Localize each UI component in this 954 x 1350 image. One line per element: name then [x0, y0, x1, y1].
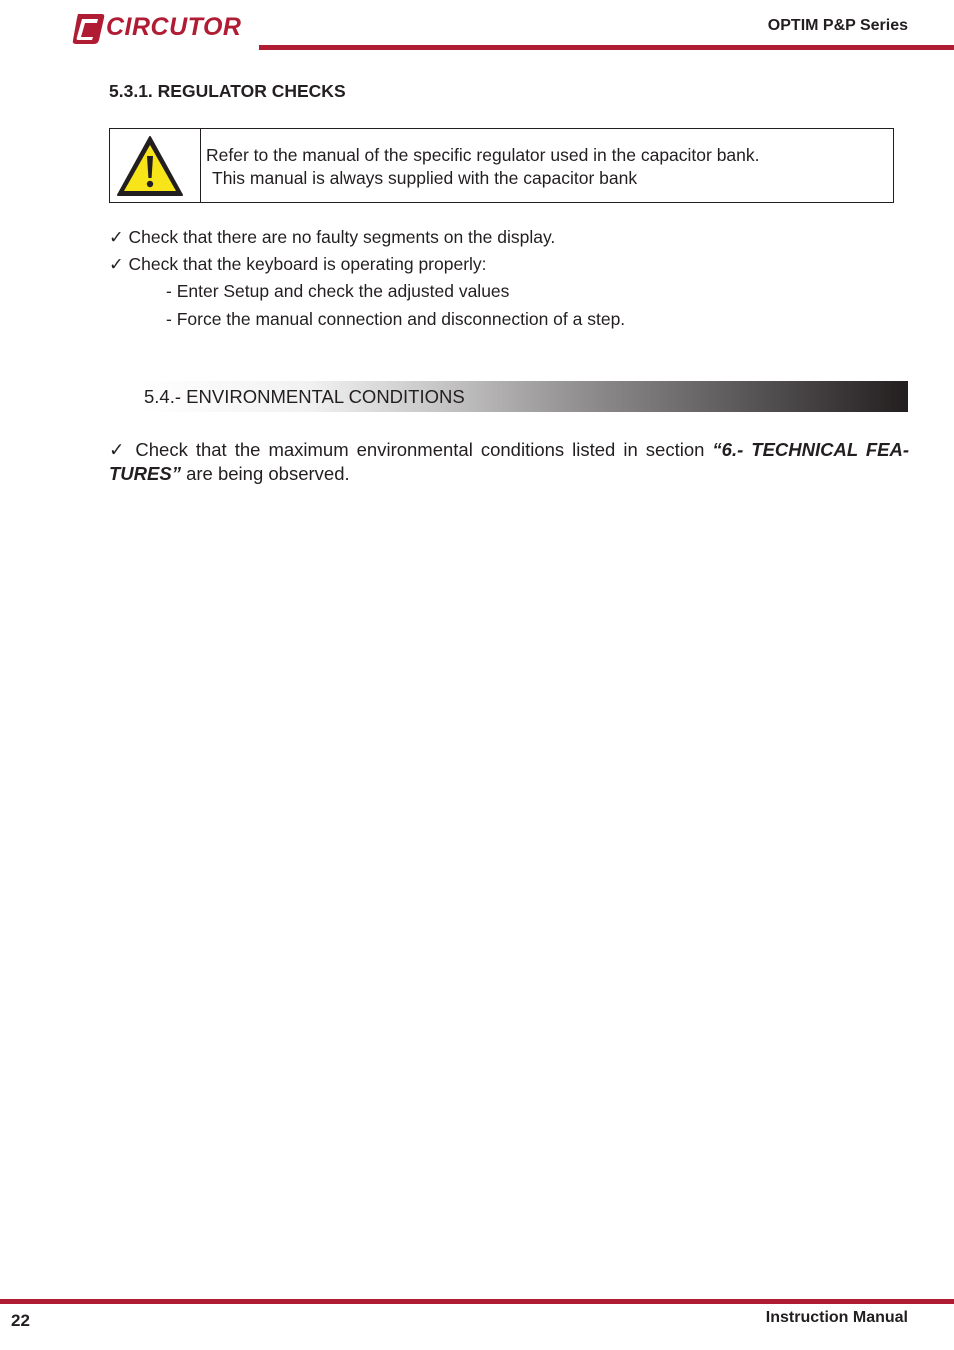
warning-icon-cell [110, 129, 201, 202]
checklist-subitem: - Force the manual connection and disconnection of a step. [166, 309, 626, 329]
environmental-text-prefix: Check that the maximum environmental conditions listed in section [135, 439, 705, 460]
checklist-item-text: Check that there are no faulty segments on the display. [128, 227, 556, 247]
checkmark-icon: ✓ [109, 254, 124, 274]
warning-text [206, 144, 760, 190]
checklist-item [109, 226, 555, 248]
environmental-paragraph [109, 438, 909, 486]
section-heading-environmental: 5.4.- ENVIRONMENTAL CONDITIONS [144, 386, 465, 407]
warning-triangle-icon [116, 134, 184, 198]
series-title: OPTIM P&P Series [767, 17, 908, 34]
section-banner-environmental [141, 381, 908, 412]
warning-box [109, 128, 894, 203]
footer-manual-label: Instruction Manual [765, 1309, 908, 1326]
brand-name: CIRCUTOR [106, 13, 242, 41]
technical-features-reference: “6.- TECHNICAL FEA-TURES” [109, 439, 909, 484]
page-number: 22 [11, 1311, 30, 1330]
section-heading-regulator-checks: 5.3.1. REGULATOR CHECKS [109, 81, 346, 101]
checkmark-icon: ✓ [109, 439, 128, 460]
warning-line-2: This manual is always supplied with the capacitor bank [212, 168, 638, 188]
warning-line-1: Refer to the manual of the specific regulator used in the capacitor bank. [206, 145, 760, 165]
checklist-item-text: Check that the keyboard is operating properly: [128, 254, 487, 274]
checkmark-icon: ✓ [109, 227, 124, 247]
circutor-logo-icon [73, 14, 104, 44]
environmental-text-suffix: are being observed. [186, 463, 350, 484]
checklist-item [109, 253, 487, 275]
footer-rule [0, 1299, 954, 1304]
checklist-subitem: - Enter Setup and check the adjusted values [166, 281, 510, 301]
header-rule [259, 45, 954, 50]
